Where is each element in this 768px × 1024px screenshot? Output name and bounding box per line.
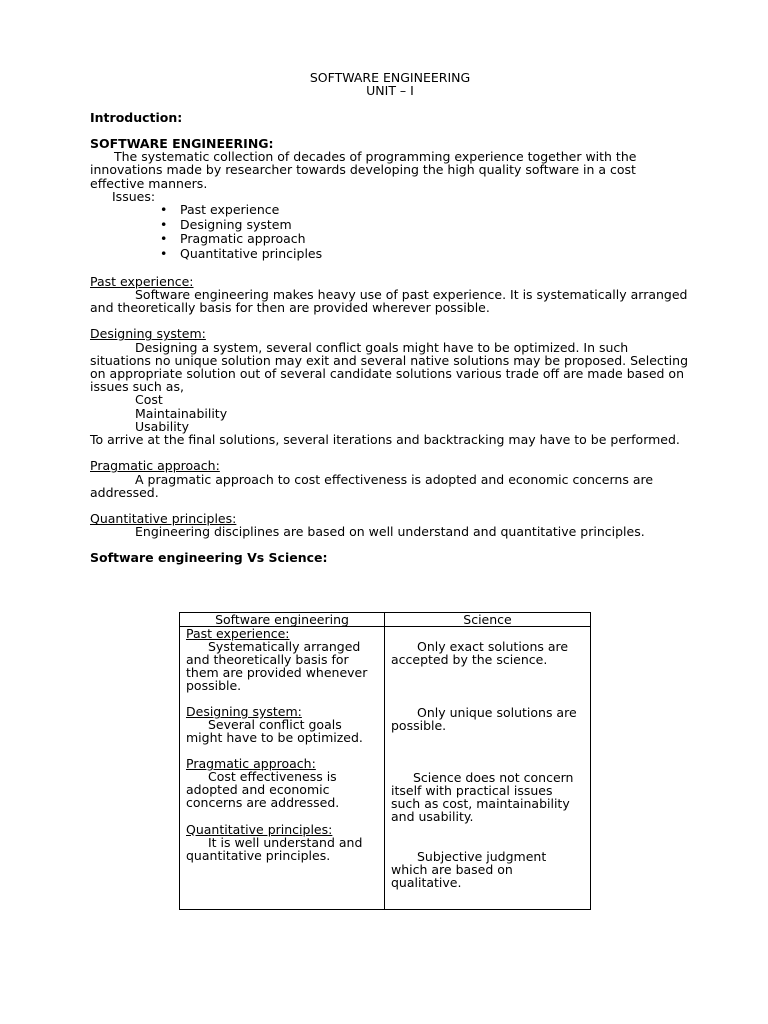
cell-text: Several conflict goals might have to be optimized. xyxy=(186,717,363,746)
cell-heading: Designing system: xyxy=(186,704,302,720)
cell-heading: Pragmatic approach: xyxy=(186,756,316,772)
design-heading: Designing system: xyxy=(90,326,206,342)
past-text: Software engineering makes heavy use of past experience. It is systematically arranged and theoretically basis for then are provided wherever possible. xyxy=(90,286,688,315)
bullet-icon: • xyxy=(160,245,168,261)
cell-text: Science does not concern itself with practical issues such as cost, maintainability and usability. xyxy=(391,770,574,825)
past-heading: Past experience: xyxy=(90,273,194,289)
cell-text: Systematically arranged and theoretically basis for them are provided whenever possible. xyxy=(186,639,368,693)
pragmatic-text: A pragmatic approach to cost effectiveness is adopted and economic concerns are addressed. xyxy=(90,471,654,500)
intro-heading: Introduction: xyxy=(90,109,183,125)
list-item: • Quantitative principles xyxy=(160,245,323,261)
cell-text: It is well understand and quantitative principles. xyxy=(186,834,363,863)
vs-heading: Software engineering Vs Science: xyxy=(90,549,328,565)
design-item-usability: Usability xyxy=(135,418,189,434)
list-item: • Pragmatic approach xyxy=(160,231,306,247)
science-column xyxy=(385,627,591,910)
cell-text: Only unique solutions are possible. xyxy=(391,704,577,733)
table-row xyxy=(180,627,591,910)
quant-heading: Quantitative principles: xyxy=(90,511,237,527)
cell-text: Only exact solutions are accepted by the science. xyxy=(391,639,569,668)
doc-subtitle: UNIT – I xyxy=(366,83,414,99)
table-header-row xyxy=(180,613,591,627)
bullet-icon: • xyxy=(160,231,168,247)
comparison-table xyxy=(179,612,591,910)
issues-label: Issues: xyxy=(112,188,156,204)
se-definition: The systematic collection of decades of programming experience together with the innovations made by researcher towards developing the high quality software in a cost effective manners. xyxy=(90,149,637,191)
design-item-maintainability: Maintainability xyxy=(135,405,228,421)
issues-list xyxy=(90,203,690,261)
col-header-se: Software engineering xyxy=(180,613,385,627)
col-header-science: Science xyxy=(385,613,591,627)
cell-text: Cost effectiveness is adopted and economic concerns are addressed. xyxy=(186,769,340,811)
document-page xyxy=(90,70,690,890)
design-text: Designing a system, several conflict goals might have to be optimized. In such situations no unique solution may exit and several native solutions may be proposed. Selecting on appropriate solution out of several candidate solutions various trade off are made based on issues such as, xyxy=(90,339,689,395)
cell-heading: Quantitative principles: xyxy=(186,821,333,837)
bullet-icon: • xyxy=(160,202,168,217)
list-item: • Designing system xyxy=(160,216,292,232)
bullet-icon: • xyxy=(160,216,168,232)
list-item: • Past experience xyxy=(160,202,280,217)
se-heading: SOFTWARE ENGINEERING: xyxy=(90,135,274,151)
cell-text: Subjective judgment which are based on qualitative. xyxy=(391,848,547,890)
design-closing: To arrive at the final solutions, several iterations and backtracking may have to be performed. xyxy=(90,431,680,447)
pragmatic-heading: Pragmatic approach: xyxy=(90,458,220,474)
design-item-cost: Cost xyxy=(135,392,163,408)
cell-heading: Past experience: xyxy=(186,626,290,641)
doc-title: SOFTWARE ENGINEERING xyxy=(309,70,471,85)
quant-text: Engineering disciplines are based on well understand and quantitative principles. xyxy=(135,524,645,540)
se-column xyxy=(180,627,385,910)
